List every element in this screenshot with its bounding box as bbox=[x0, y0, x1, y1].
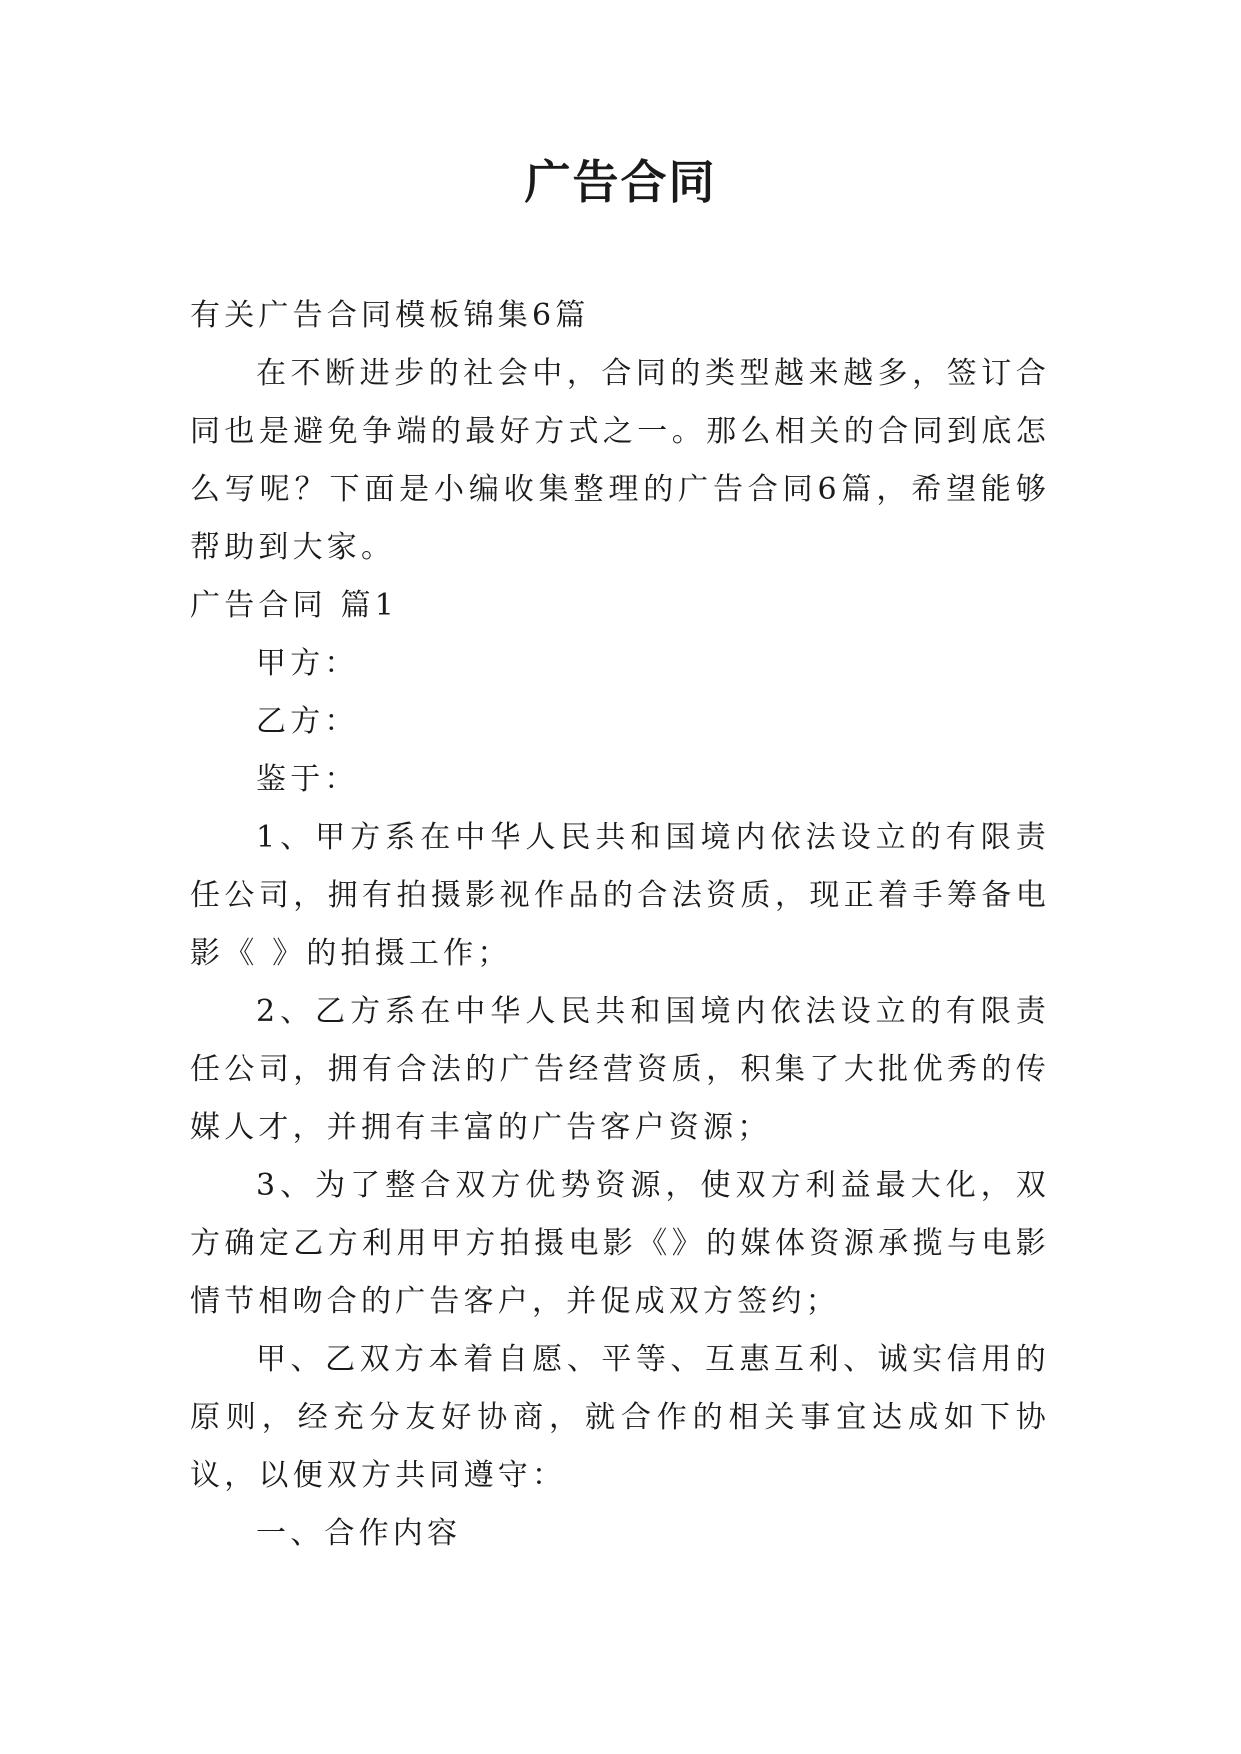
party-b-line: 乙方： bbox=[256, 704, 359, 739]
party-a-line: 甲方： bbox=[256, 646, 359, 681]
whereas-line: 鉴于： bbox=[256, 762, 359, 797]
recital-2: 2、乙方系在中华人民共和国境内依法设立的有限责任公司，拥有合法的广告经营资质，积集了大批优秀的传媒人才，并拥有丰富的广告客户资源； bbox=[190, 994, 1050, 1145]
document-body bbox=[190, 287, 1050, 1563]
document-title: 广告合同 bbox=[524, 155, 717, 209]
document-intro-heading: 有关广告合同模板锦集6篇 bbox=[190, 298, 590, 333]
section-heading: 广告合同 篇1 bbox=[190, 588, 399, 623]
agreement-paragraph: 甲、乙双方本着自愿、平等、互惠互利、诚实信用的原则，经充分友好协商，就合作的相关事宜达成如下协议，以便双方共同遵守： bbox=[190, 1342, 1050, 1493]
intro-paragraph: 在不断进步的社会中，合同的类型越来越多，签订合同也是避免争端的最好方式之一。那么相关的合同到底怎么写呢？下面是小编收集整理的广告合同6篇，希望能够帮助到大家。 bbox=[190, 356, 1050, 565]
recital-1: 1、甲方系在中华人民共和国境内依法设立的有限责任公司，拥有拍摄影视作品的合法资质，现正着手筹备电影《 》的拍摄工作； bbox=[190, 820, 1050, 971]
recital-3: 3、为了整合双方优势资源，使双方利益最大化，双方确定乙方利用甲方拍摄电影《》的媒体资源承揽与电影情节相吻合的广告客户，并促成双方签约； bbox=[190, 1168, 1050, 1319]
clause-heading: 一、合作内容 bbox=[256, 1516, 462, 1551]
